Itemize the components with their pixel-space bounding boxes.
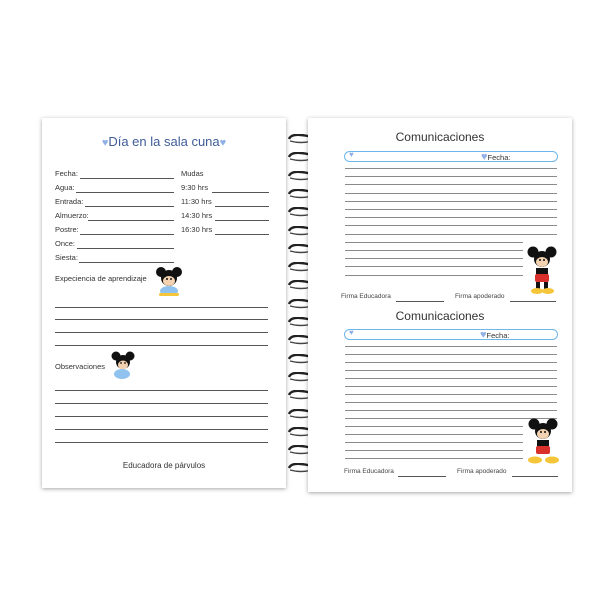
ruled-line[interactable]: [345, 176, 557, 177]
ruled-line[interactable]: [345, 410, 557, 411]
experience-line[interactable]: [55, 307, 268, 308]
date-label: Fecha:: [486, 331, 510, 340]
ruled-line[interactable]: [345, 362, 557, 363]
mudas-line[interactable]: [215, 220, 269, 221]
experience-line[interactable]: [55, 319, 268, 320]
field-agua-line[interactable]: [76, 192, 174, 193]
baby-mickey-icon: [155, 266, 183, 298]
communications-title: Comunicaciones: [395, 130, 485, 144]
heart-icon: ♥: [480, 329, 487, 341]
field-entrada-label: Entrada:: [55, 197, 84, 206]
right-page: [308, 118, 572, 492]
heart-icon: ♥: [349, 150, 354, 159]
heart-icon: ♥: [219, 137, 227, 149]
ruled-line[interactable]: [345, 266, 523, 267]
ruled-line[interactable]: [345, 234, 557, 235]
sign-educator-label: Firma Educadora: [344, 468, 394, 475]
baby-mickey-icon: [111, 351, 135, 381]
ruled-line[interactable]: [345, 242, 523, 243]
mudas-line[interactable]: [212, 192, 269, 193]
experience-label: Expeciencia de aprendizaje: [55, 274, 147, 283]
ruled-line[interactable]: [345, 378, 557, 379]
sign-educator-line[interactable]: [396, 301, 444, 302]
ruled-line[interactable]: [345, 434, 523, 435]
field-once-label: Once:: [55, 239, 76, 248]
date-bar[interactable]: [344, 329, 558, 340]
observations-line[interactable]: [55, 416, 268, 417]
ruled-line[interactable]: [345, 442, 523, 443]
field-postre-label: Postre:: [55, 225, 79, 234]
sign-guardian-line[interactable]: [512, 476, 558, 477]
ruled-line[interactable]: [345, 209, 557, 210]
ruled-line[interactable]: [345, 394, 557, 395]
ruled-line[interactable]: [345, 370, 557, 371]
ruled-line[interactable]: [345, 184, 557, 185]
ruled-line[interactable]: [345, 225, 557, 226]
ruled-line[interactable]: [345, 217, 557, 218]
communications-title: Comunicaciones: [395, 309, 485, 323]
field-once-line[interactable]: [77, 248, 174, 249]
mudas-time: 11:30 hrs: [181, 197, 212, 206]
field-siesta-line[interactable]: [79, 262, 174, 263]
mudas-time: 9:30 hrs: [181, 183, 209, 192]
ruled-line[interactable]: [345, 193, 557, 194]
mudas-title: Mudas: [181, 169, 204, 178]
sign-guardian-label: Firma apoderado: [455, 293, 505, 300]
ruled-line[interactable]: [345, 275, 523, 276]
observations-line[interactable]: [55, 429, 268, 430]
heart-icon: ♥: [481, 151, 488, 163]
ruled-line[interactable]: [345, 250, 523, 251]
ruled-line[interactable]: [345, 402, 557, 403]
field-agua-label: Agua:: [55, 183, 75, 192]
observations-label: Observaciones: [55, 362, 106, 371]
mudas-line[interactable]: [215, 234, 269, 235]
sign-guardian-line[interactable]: [510, 301, 556, 302]
mudas-time: 16:30 hrs: [181, 225, 213, 234]
mickey-mouse-icon: [526, 418, 562, 466]
field-almuerzo-label: Almuerzo:: [55, 211, 89, 220]
ruled-line[interactable]: [345, 201, 557, 202]
field-fecha-label: Fecha:: [55, 169, 78, 178]
heart-icon: ♥: [349, 328, 354, 337]
mudas-time: 14:30 hrs: [181, 211, 213, 220]
date-label: Fecha:: [487, 153, 511, 162]
ruled-line[interactable]: [345, 258, 523, 259]
field-entrada-line[interactable]: [85, 206, 174, 207]
educator-footer: Educadora de párvulos: [122, 461, 206, 470]
observations-line[interactable]: [55, 442, 268, 443]
sign-educator-label: Firma Educadora: [341, 293, 391, 300]
mudas-line[interactable]: [215, 206, 269, 207]
field-siesta-label: Siesta:: [55, 253, 78, 262]
heart-icon: ♥: [101, 137, 109, 149]
ruled-line[interactable]: [345, 168, 557, 169]
field-postre-line[interactable]: [80, 234, 174, 235]
ruled-line[interactable]: [345, 354, 557, 355]
date-bar[interactable]: [344, 151, 558, 162]
sign-educator-line[interactable]: [398, 476, 446, 477]
ruled-line[interactable]: [345, 450, 523, 451]
left-page: [42, 118, 286, 488]
sign-guardian-label: Firma apoderado: [457, 468, 507, 475]
experience-line[interactable]: [55, 345, 268, 346]
ruled-line[interactable]: [345, 458, 523, 459]
title-text: Día en la sala cuna: [108, 134, 220, 149]
field-fecha-line[interactable]: [80, 178, 174, 179]
mickey-mouse-icon: [526, 246, 558, 296]
observations-line[interactable]: [55, 390, 268, 391]
observations-line[interactable]: [55, 403, 268, 404]
ruled-line[interactable]: [345, 346, 557, 347]
left-page-title: [42, 134, 286, 149]
ruled-line[interactable]: [345, 426, 523, 427]
field-almuerzo-line[interactable]: [88, 220, 174, 221]
ruled-line[interactable]: [345, 386, 557, 387]
experience-line[interactable]: [55, 332, 268, 333]
